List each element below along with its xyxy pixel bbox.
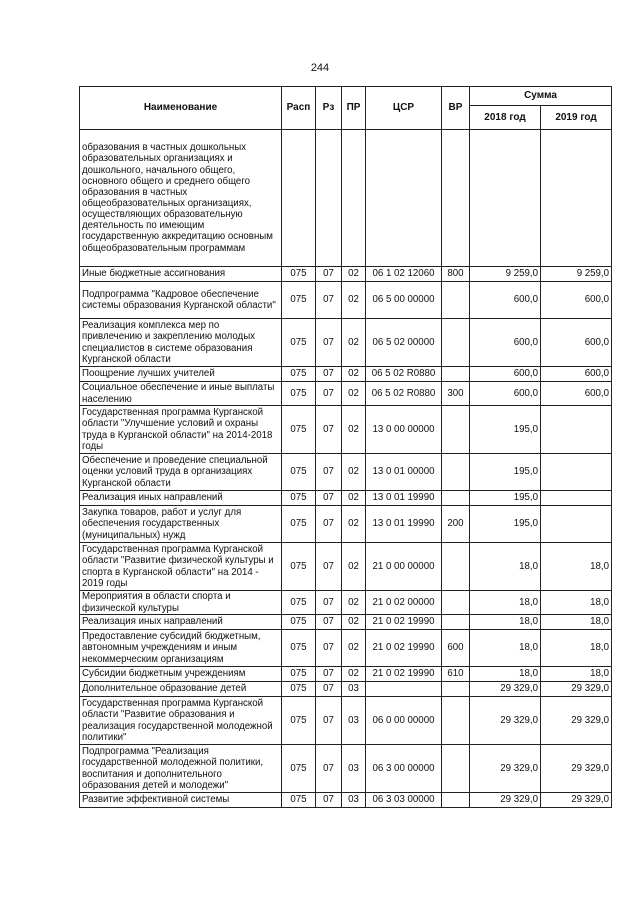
row-rz: 07 [316,543,342,591]
row-vr [442,697,470,745]
row-rasp: 075 [282,367,316,382]
row-2019 [541,406,612,454]
row-rz: 07 [316,745,342,793]
row-vr [442,282,470,319]
row-name: Предоставление субсидий бюджетным, автономным учреждениям и иным некоммерческим организациям [80,630,282,667]
row-2018: 18,0 [470,615,541,630]
row-vr [442,454,470,491]
header-rasp: Расп [282,87,316,130]
row-csr: 21 0 02 19990 [366,630,442,667]
row-2018: 9 259,0 [470,267,541,282]
row-pr: 02 [342,591,366,615]
row-pr: 02 [342,506,366,543]
row-csr: 21 0 02 19990 [366,667,442,682]
row-pr: 03 [342,682,366,697]
row-2018 [470,130,541,267]
row-vr [442,793,470,808]
row-vr [442,615,470,630]
row-name: Социальное обеспечение и иные выплаты населению [80,382,282,406]
table-row [80,682,612,697]
row-2018: 18,0 [470,667,541,682]
row-name: образования в частных дошкольных образовательных организациях и дошкольного, начального общего, основного общего и среднего общего образования в частных общеобразовательных организациях, осуществляющих образовательную деятельность по имеющим государственную аккредитацию основным общеобразовательным программам [80,130,282,267]
row-csr: 06 5 02 00000 [366,319,442,367]
row-pr: 02 [342,454,366,491]
row-2019: 18,0 [541,615,612,630]
table-row [80,667,612,682]
row-pr: 02 [342,491,366,506]
row-csr: 06 5 00 00000 [366,282,442,319]
row-rz: 07 [316,282,342,319]
row-2019: 18,0 [541,630,612,667]
row-pr: 02 [342,615,366,630]
row-pr [342,130,366,267]
row-rz: 07 [316,406,342,454]
row-vr [442,130,470,267]
row-csr: 13 0 01 19990 [366,506,442,543]
header-rz: Рз [316,87,342,130]
row-2019 [541,130,612,267]
row-2019: 18,0 [541,667,612,682]
row-2019: 600,0 [541,367,612,382]
row-2018: 18,0 [470,543,541,591]
row-rz: 07 [316,697,342,745]
row-csr: 06 5 02 R0880 [366,382,442,406]
row-rasp: 075 [282,697,316,745]
row-rz: 07 [316,682,342,697]
table-row [80,793,612,808]
row-rz: 07 [316,506,342,543]
table-row [80,745,612,793]
row-vr [442,319,470,367]
row-csr: 06 1 02 12060 [366,267,442,282]
row-2019: 600,0 [541,382,612,406]
table-row [80,697,612,745]
row-pr: 02 [342,406,366,454]
row-rasp: 075 [282,667,316,682]
row-rz [316,130,342,267]
row-csr: 06 0 00 00000 [366,697,442,745]
row-rasp: 075 [282,615,316,630]
table-row [80,382,612,406]
row-vr [442,367,470,382]
row-rz: 07 [316,454,342,491]
row-2018: 195,0 [470,454,541,491]
row-csr: 06 3 03 00000 [366,793,442,808]
table-row [80,591,612,615]
row-csr: 21 0 02 19990 [366,615,442,630]
row-rz: 07 [316,267,342,282]
row-csr [366,130,442,267]
row-pr: 02 [342,382,366,406]
row-2019: 29 329,0 [541,697,612,745]
table-row [80,491,612,506]
row-vr [442,745,470,793]
row-vr: 200 [442,506,470,543]
row-pr: 02 [342,543,366,591]
row-name: Государственная программа Курганской области "Развитие образования и реализация государственной молодежной политики" [80,697,282,745]
table-row [80,615,612,630]
row-name: Реализация иных направлений [80,615,282,630]
row-rasp: 075 [282,682,316,697]
row-rasp: 075 [282,382,316,406]
row-2019: 600,0 [541,319,612,367]
row-csr: 13 0 01 19990 [366,491,442,506]
row-csr: 13 0 00 00000 [366,406,442,454]
row-2019: 29 329,0 [541,793,612,808]
row-pr: 02 [342,267,366,282]
header-vr: ВР [442,87,470,130]
row-2019 [541,506,612,543]
table-row [80,267,612,282]
row-rz: 07 [316,591,342,615]
row-2018: 29 329,0 [470,793,541,808]
row-2018: 600,0 [470,367,541,382]
row-csr: 06 3 00 00000 [366,745,442,793]
row-vr: 300 [442,382,470,406]
row-vr [442,406,470,454]
row-rasp: 075 [282,454,316,491]
row-2019: 18,0 [541,591,612,615]
row-pr: 02 [342,319,366,367]
row-pr: 03 [342,697,366,745]
row-2018: 18,0 [470,630,541,667]
table-row [80,406,612,454]
row-name: Закупка товаров, работ и услуг для обеспечения государственных (муниципальных) нужд [80,506,282,543]
budget-table [79,86,612,808]
table-row [80,319,612,367]
row-2018: 195,0 [470,406,541,454]
row-2018: 29 329,0 [470,745,541,793]
row-rasp [282,130,316,267]
row-csr: 13 0 01 00000 [366,454,442,491]
row-pr: 02 [342,367,366,382]
row-name: Дополнительное образование детей [80,682,282,697]
table-row [80,130,612,267]
row-vr [442,491,470,506]
row-rasp: 075 [282,793,316,808]
row-csr: 21 0 02 00000 [366,591,442,615]
row-vr [442,543,470,591]
row-rasp: 075 [282,745,316,793]
row-csr: 06 5 02 R0880 [366,367,442,382]
row-2019: 600,0 [541,282,612,319]
row-rz: 07 [316,793,342,808]
row-name: Иные бюджетные ассигнования [80,267,282,282]
table-row [80,506,612,543]
row-rz: 07 [316,367,342,382]
row-pr: 03 [342,745,366,793]
row-vr [442,682,470,697]
table-row [80,454,612,491]
row-vr [442,591,470,615]
row-rasp: 075 [282,406,316,454]
row-2018: 18,0 [470,591,541,615]
row-2018: 600,0 [470,282,541,319]
row-name: Субсидии бюджетным учреждениям [80,667,282,682]
row-name: Государственная программа Курганской области "Улучшение условий и охраны труда в Курганской области" на 2014-2018 годы [80,406,282,454]
header-csr: ЦСР [366,87,442,130]
row-rz: 07 [316,319,342,367]
row-pr: 03 [342,793,366,808]
row-rz: 07 [316,630,342,667]
row-rasp: 075 [282,630,316,667]
table-row [80,630,612,667]
table-row [80,282,612,319]
row-2018: 600,0 [470,382,541,406]
row-name: Развитие эффективной системы [80,793,282,808]
row-vr: 800 [442,267,470,282]
table-row [80,367,612,382]
header-2019: 2019 год [541,106,612,130]
row-rasp: 075 [282,319,316,367]
row-rasp: 075 [282,506,316,543]
row-2019: 29 329,0 [541,745,612,793]
row-name: Реализация комплекса мер по привлечению и закреплению молодых специалистов в системе образования Курганской области [80,319,282,367]
row-csr: 21 0 00 00000 [366,543,442,591]
row-2019 [541,491,612,506]
row-name: Подпрограмма "Кадровое обеспечение системы образования Курганской области" [80,282,282,319]
row-pr: 02 [342,282,366,319]
row-rasp: 075 [282,267,316,282]
row-name: Поощрение лучших учителей [80,367,282,382]
row-csr [366,682,442,697]
row-2018: 29 329,0 [470,697,541,745]
table-row [80,543,612,591]
row-rasp: 075 [282,491,316,506]
row-rz: 07 [316,615,342,630]
row-rasp: 075 [282,591,316,615]
row-rz: 07 [316,491,342,506]
row-name: Обеспечение и проведение специальной оценки условий труда в организациях Курганской области [80,454,282,491]
header-2018: 2018 год [470,106,541,130]
row-rz: 07 [316,667,342,682]
row-2018: 29 329,0 [470,682,541,697]
row-2019 [541,454,612,491]
row-2018: 195,0 [470,491,541,506]
header-name: Наименование [80,87,282,130]
row-2019: 18,0 [541,543,612,591]
row-2018: 195,0 [470,506,541,543]
row-2018: 600,0 [470,319,541,367]
row-name: Подпрограмма "Реализация государственной молодежной политики, воспитания и дополнительного образования детей и молодежи" [80,745,282,793]
row-name: Государственная программа Курганской области "Развитие физической культуры и спорта в Курганской области" на 2014 - 2019 годы [80,543,282,591]
row-pr: 02 [342,630,366,667]
row-name: Мероприятия в области спорта и физической культуры [80,591,282,615]
row-2019: 9 259,0 [541,267,612,282]
row-vr: 600 [442,630,470,667]
row-vr: 610 [442,667,470,682]
header-pr: ПР [342,87,366,130]
row-pr: 02 [342,667,366,682]
row-rz: 07 [316,382,342,406]
header-sum: Сумма [470,87,612,106]
row-rasp: 075 [282,543,316,591]
page-number: 244 [310,62,330,74]
row-rasp: 075 [282,282,316,319]
row-name: Реализация иных направлений [80,491,282,506]
row-2019: 29 329,0 [541,682,612,697]
